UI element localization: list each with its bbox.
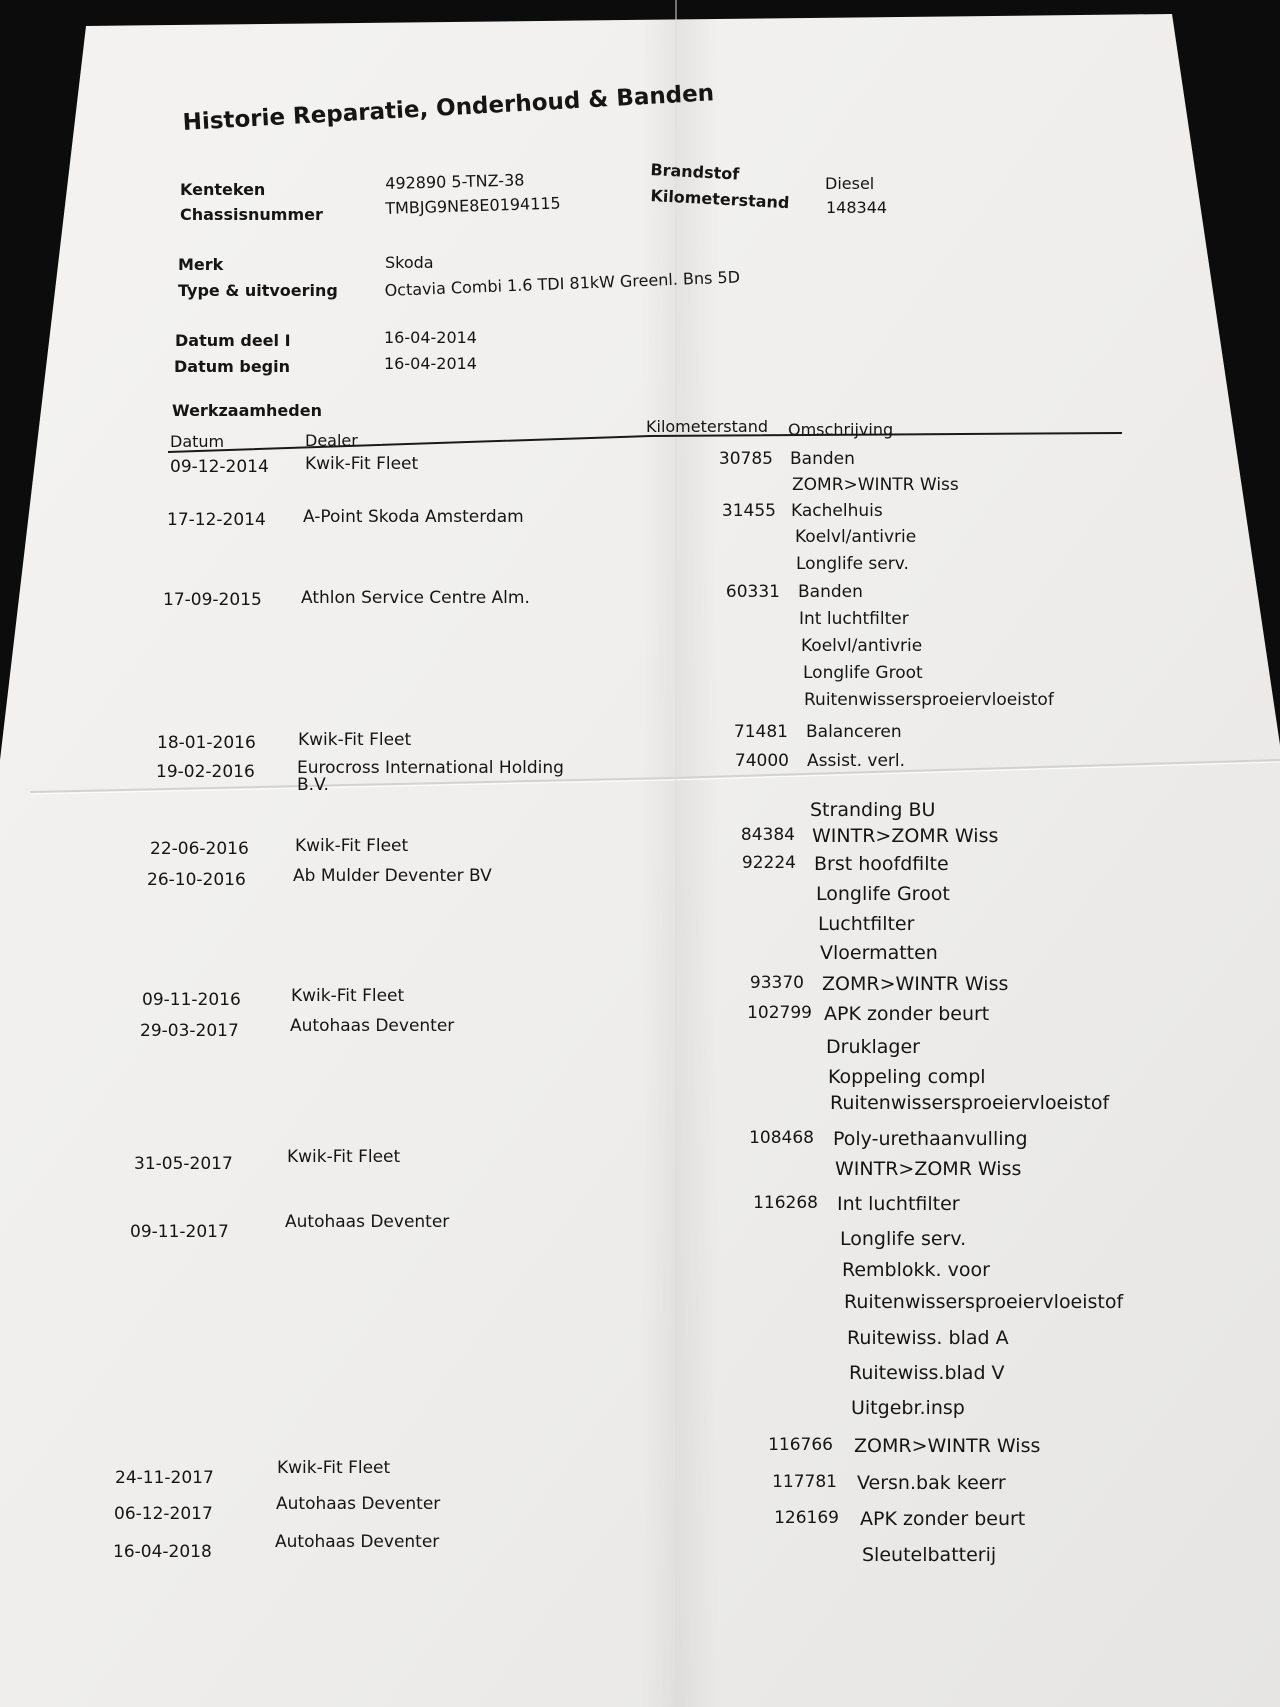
- row-date: 31-05-2017: [134, 1154, 233, 1174]
- row-dealer: Kwik-Fit Fleet: [295, 836, 409, 856]
- merk-value: Skoda: [385, 253, 434, 272]
- line-kilometerstand: 60331: [725, 582, 780, 602]
- line-omschrijving: Koelvl/antivrie: [801, 636, 923, 656]
- line-omschrijving: APK zonder beurt: [860, 1508, 1026, 1530]
- line-omschrijving: ZOMR>WINTR Wiss: [792, 475, 959, 495]
- line-omschrijving: Banden: [798, 582, 863, 602]
- row-date: 09-11-2017: [130, 1222, 229, 1242]
- row-date: 17-09-2015: [163, 590, 262, 610]
- row-date: 29-03-2017: [140, 1021, 239, 1041]
- row-dealer: Kwik-Fit Fleet: [298, 730, 412, 750]
- row-date: 09-11-2016: [142, 990, 241, 1010]
- datum-begin-value: 16-04-2014: [384, 354, 477, 373]
- line-kilometerstand: 116268: [753, 1193, 818, 1213]
- type-value: Octavia Combi 1.6 TDI 81kW Greenl. Bns 5D: [384, 267, 741, 300]
- line-omschrijving: APK zonder beurt: [824, 1003, 990, 1025]
- row-dealer: Kwik-Fit Fleet: [277, 1458, 391, 1478]
- line-kilometerstand: 92224: [741, 853, 796, 873]
- row-dealer: Ab Mulder Deventer BV: [293, 866, 492, 886]
- line-omschrijving: WINTR>ZOMR Wiss: [835, 1158, 1022, 1180]
- line-kilometerstand: 84384: [740, 825, 795, 845]
- line-omschrijving: WINTR>ZOMR Wiss: [812, 825, 999, 847]
- row-dealer: Autohaas Deventer: [285, 1212, 450, 1232]
- line-omschrijving: Balanceren: [806, 722, 902, 742]
- line-kilometerstand: 126169: [774, 1508, 839, 1528]
- row-dealer: A-Point Skoda Amsterdam: [303, 507, 524, 527]
- line-omschrijving: Druklager: [826, 1036, 920, 1058]
- line-omschrijving: Ruitenwissersproeiervloeistof: [830, 1092, 1110, 1114]
- merk-label: Merk: [178, 255, 224, 274]
- brandstof-value: Diesel: [825, 174, 875, 193]
- row-dealer: Autohaas Deventer: [276, 1494, 441, 1514]
- row-dealer: Autohaas Deventer: [290, 1016, 455, 1036]
- column-header-datum: Datum: [170, 432, 225, 451]
- line-kilometerstand: 108468: [749, 1128, 814, 1148]
- line-omschrijving: Uitgebr.insp: [851, 1397, 965, 1419]
- line-omschrijving: Int luchtfilter: [799, 609, 909, 629]
- datum-deel-value: 16-04-2014: [384, 328, 477, 347]
- line-omschrijving: Stranding BU: [810, 799, 936, 821]
- chassis-label: Chassisnummer: [180, 205, 323, 224]
- line-kilometerstand: 93370: [749, 973, 804, 993]
- row-dealer: Eurocross International Holding: [297, 758, 564, 778]
- row-dealer: Athlon Service Centre Alm.: [301, 588, 530, 608]
- line-kilometerstand: 74000: [734, 751, 789, 771]
- line-kilometerstand: 31455: [721, 501, 776, 521]
- brandstof-label: Brandstof: [650, 160, 740, 184]
- row-dealer: Kwik-Fit Fleet: [305, 454, 419, 474]
- line-omschrijving: Longlife serv.: [840, 1228, 967, 1250]
- datum-deel-label: Datum deel I: [175, 331, 291, 350]
- row-date: 19-02-2016: [156, 762, 255, 782]
- datum-begin-label: Datum begin: [174, 357, 290, 376]
- line-omschrijving: Banden: [790, 449, 855, 469]
- line-omschrijving: Ruitenwissersproeiervloeistof: [844, 1291, 1124, 1313]
- line-kilometerstand: 117781: [772, 1472, 837, 1492]
- chassis-value: TMBJG9NE8E0194115: [385, 193, 561, 218]
- line-omschrijving: Ruitenwissersproeiervloeistof: [804, 690, 1054, 710]
- line-omschrijving: Koppeling compl: [828, 1066, 986, 1088]
- row-dealer-continued: B.V.: [297, 775, 329, 795]
- line-omschrijving: Ruitewiss.blad V: [849, 1362, 1005, 1384]
- row-date: 22-06-2016: [150, 839, 249, 859]
- werkzaamheden-heading: Werkzaamheden: [172, 401, 322, 420]
- column-header-kilometerstand: Kilometerstand: [646, 417, 769, 436]
- column-header-dealer: Dealer: [305, 431, 358, 450]
- row-date: 18-01-2016: [157, 733, 256, 753]
- line-omschrijving: Koelvl/antivrie: [795, 527, 917, 547]
- line-omschrijving: Versn.bak keerr: [857, 1472, 1006, 1494]
- kilometerstand-value: 148344: [826, 198, 888, 217]
- line-omschrijving: Brst hoofdfilte: [814, 853, 949, 875]
- row-date: 16-04-2018: [113, 1542, 212, 1562]
- line-omschrijving: Poly-urethaanvulling: [833, 1128, 1028, 1150]
- line-kilometerstand: 102799: [747, 1003, 812, 1023]
- kenteken-label: Kenteken: [180, 180, 266, 199]
- line-omschrijving: Assist. verl.: [807, 751, 906, 771]
- line-omschrijving: Ruitewiss. blad A: [847, 1327, 1009, 1349]
- line-kilometerstand: 116766: [768, 1435, 833, 1455]
- column-header-omschrijving: Omschrijving: [788, 420, 894, 439]
- row-date: 26-10-2016: [147, 870, 246, 890]
- row-dealer: Kwik-Fit Fleet: [291, 986, 405, 1006]
- line-omschrijving: Kachelhuis: [791, 501, 883, 521]
- line-omschrijving: Int luchtfilter: [837, 1193, 960, 1215]
- type-label: Type & uitvoering: [178, 281, 338, 300]
- line-omschrijving: Luchtfilter: [818, 913, 915, 935]
- line-omschrijving: Longlife Groot: [816, 883, 950, 905]
- row-date: 06-12-2017: [114, 1504, 213, 1524]
- kilometerstand-label: Kilometerstand: [650, 186, 790, 213]
- document-title: Historie Reparatie, Onderhoud & Banden: [182, 80, 715, 136]
- line-omschrijving: Remblokk. voor: [842, 1259, 990, 1281]
- line-omschrijving: Vloermatten: [820, 942, 938, 964]
- line-kilometerstand: 71481: [733, 722, 788, 742]
- kenteken-value: 492890 5-TNZ-38: [385, 170, 525, 193]
- line-omschrijving: ZOMR>WINTR Wiss: [854, 1435, 1041, 1457]
- line-omschrijving: Longlife serv.: [796, 554, 909, 574]
- row-dealer: Autohaas Deventer: [275, 1532, 440, 1552]
- line-kilometerstand: 30785: [718, 449, 773, 469]
- line-omschrijving: ZOMR>WINTR Wiss: [822, 973, 1009, 995]
- line-omschrijving: Sleutelbatterij: [862, 1544, 997, 1566]
- row-date: 17-12-2014: [167, 510, 266, 530]
- line-omschrijving: Longlife Groot: [803, 663, 923, 683]
- row-date: 24-11-2017: [115, 1468, 214, 1488]
- row-dealer: Kwik-Fit Fleet: [287, 1147, 401, 1167]
- row-date: 09-12-2014: [170, 457, 269, 477]
